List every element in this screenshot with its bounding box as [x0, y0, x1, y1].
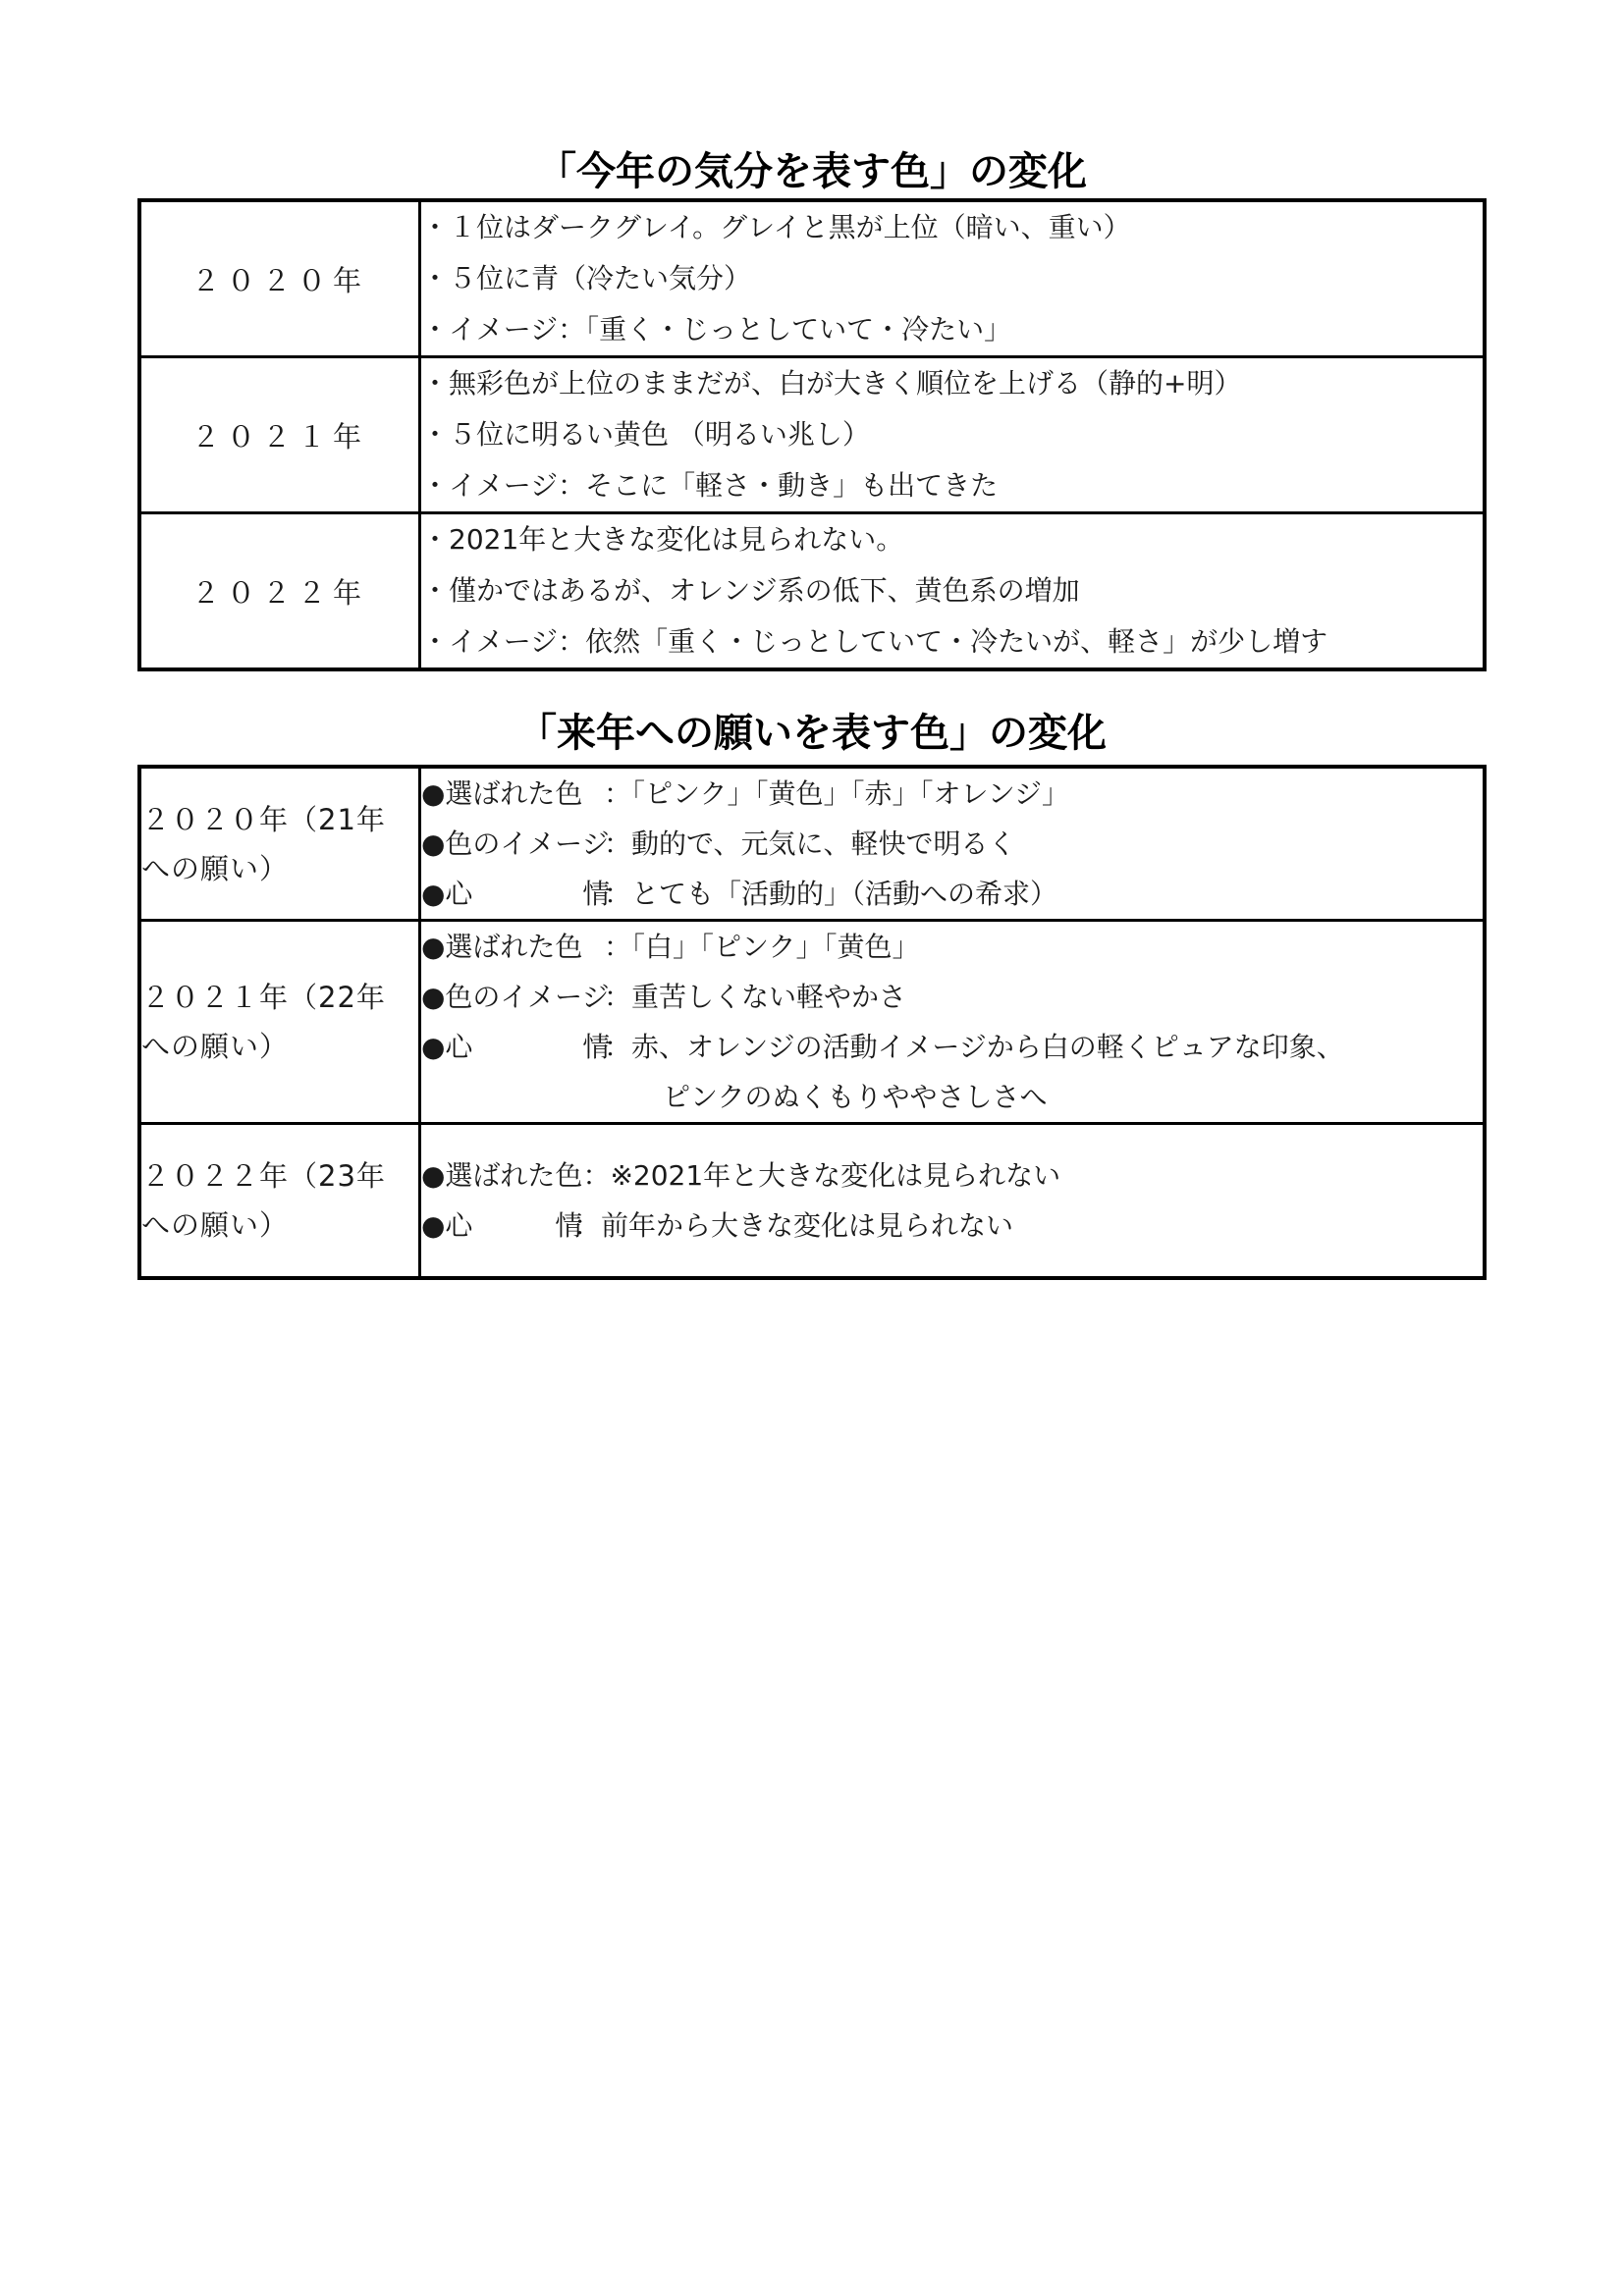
year-label-line: への願い） — [141, 1208, 290, 1242]
note-line-continuation: ピンクのぬくもりややさしさへ — [663, 1081, 1048, 1113]
note-line: ・無彩色が上位のままだが、白が大きく順位を上げる（静的+明） — [421, 367, 1242, 400]
table-row — [139, 1124, 1485, 1279]
item-label: ●選ばれた色 — [421, 931, 583, 963]
item-value: ：※2021年と大きな変化は見られない — [582, 1159, 1061, 1192]
note-line — [421, 1201, 1483, 1251]
item-label: ●選ばれた色 — [421, 1159, 583, 1192]
table-row — [139, 357, 1485, 513]
table-row — [139, 921, 1485, 1124]
note-line: ・１位はダークグレイ。グレイと黒が上位（暗い、重い） — [421, 211, 1131, 243]
notes-cell — [420, 357, 1486, 513]
year-label-line: への願い） — [141, 1030, 290, 1063]
item-value: ：動的で、元気に、軽快で明るく — [604, 828, 1016, 860]
year-label — [139, 921, 420, 1124]
table-row — [139, 767, 1485, 921]
note-line — [421, 869, 1483, 919]
notes-cell — [420, 921, 1486, 1124]
notes-cell — [420, 767, 1486, 921]
item-value: ：重苦しくない軽やかさ — [604, 981, 907, 1013]
wish-color-table — [137, 765, 1487, 1280]
year-label: ２０２２年 — [139, 513, 420, 670]
note-line: ・イメージ：依然「重く・じっとしていて・冷たいが、軽さ」が少し増す — [421, 625, 1328, 658]
year-label-line: ２０２１年（22年 — [141, 981, 386, 1014]
wish-color-title: 「来年への願いを表す色」の変化 — [517, 711, 1107, 756]
notes-cell — [420, 513, 1486, 670]
item-value: ：「白」「ピンク」「黄色」 — [604, 931, 920, 963]
item-label: ●選ばれた色 — [421, 777, 583, 810]
item-value: ：とても「活動的」（活動への希求） — [604, 878, 1058, 910]
note-line — [421, 922, 1483, 972]
item-label: ●色のイメージ — [421, 981, 610, 1013]
mood-color-title: 「今年の気分を表す色」の変化 — [537, 149, 1087, 194]
note-line — [421, 1022, 1483, 1072]
item-label: ●色のイメージ — [421, 828, 610, 860]
year-label-line: ２０２２年（23年 — [141, 1159, 386, 1193]
year-label — [139, 767, 420, 921]
note-line — [421, 819, 1483, 869]
year-label: ２０２１年 — [139, 357, 420, 513]
item-label: ●心 情 — [421, 878, 611, 910]
year-label-line: ２０２０年（21年 — [141, 802, 386, 836]
item-value: ：「ピンク」「黄色」「赤」「オレンジ」 — [604, 777, 1070, 810]
note-line: ・2021年と大きな変化は見られない。 — [421, 523, 904, 556]
year-label — [139, 1124, 420, 1279]
item-value: ：赤、オレンジの活動イメージから白の軽くピュアな印象、 — [604, 1031, 1344, 1063]
year-label: ２０２０年 — [139, 200, 420, 357]
mood-color-table — [137, 198, 1487, 671]
note-line: ・イメージ：「重く・じっとしていて・冷たい」 — [421, 313, 1012, 346]
note-line — [421, 769, 1483, 819]
item-label: ●心 情 — [421, 1209, 583, 1242]
note-line: ・５位に青（冷たい気分） — [421, 262, 752, 294]
year-label-line: への願い） — [141, 851, 290, 885]
note-line — [421, 1150, 1483, 1201]
note-line — [421, 972, 1483, 1022]
notes-cell — [420, 200, 1486, 357]
table-row — [139, 200, 1485, 357]
notes-cell — [420, 1124, 1486, 1279]
note-line: ・イメージ：そこに「軽さ・動き」も出てきた — [421, 469, 999, 502]
note-line: ・僅かではあるが、オレンジ系の低下、黄色系の増加 — [421, 574, 1080, 607]
table-row — [139, 513, 1485, 670]
item-label: ●心 情 — [421, 1031, 611, 1063]
item-value: ：前年から大きな変化は見られない — [573, 1209, 1014, 1242]
note-line: ・５位に明るい黄色 （明るい兆し） — [421, 418, 870, 451]
